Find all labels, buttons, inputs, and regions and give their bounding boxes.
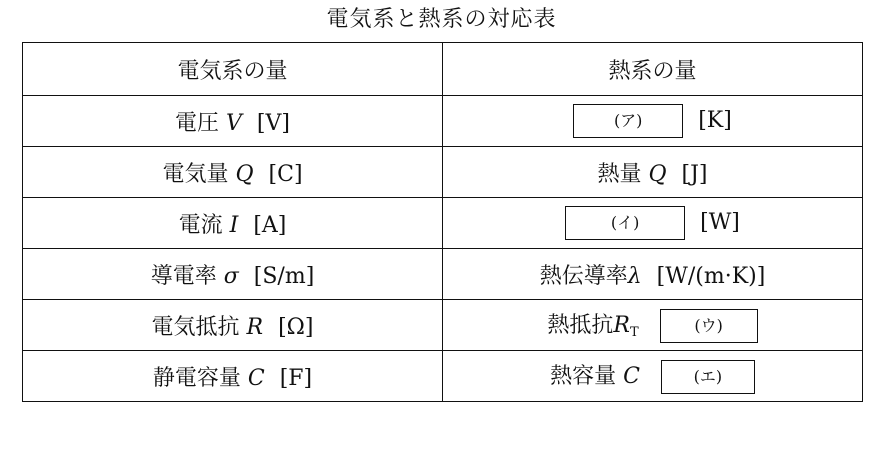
- quantity-symbol: R: [246, 314, 264, 340]
- quantity-unit: [V]: [256, 110, 290, 136]
- quantity-name: 静電容量: [152, 365, 241, 391]
- thermal-cell: [443, 351, 863, 402]
- thermal-cell: [443, 300, 863, 351]
- electric-cell: [23, 249, 443, 300]
- thermal-cell: [443, 147, 863, 198]
- thermal-cell: [443, 198, 863, 249]
- quantity-name: 電流: [178, 212, 223, 238]
- quantity-symbol: λ: [627, 263, 642, 289]
- quantity-symbol: V: [226, 110, 242, 136]
- quantity-symbol: C: [623, 363, 640, 389]
- quantity-name: 導電率: [150, 263, 217, 289]
- header-electric: 電気系の量: [23, 43, 443, 96]
- answer-blank-i: (イ): [565, 206, 685, 240]
- electric-cell: [23, 96, 443, 147]
- correspondence-table: [22, 42, 863, 402]
- thermal-cell: [443, 249, 863, 300]
- thermal-cell: [443, 96, 863, 147]
- answer-blank-u: (ウ): [660, 309, 758, 343]
- table-row: [23, 96, 863, 147]
- quantity-name: 電気量: [162, 161, 229, 187]
- quantity-unit: [J]: [681, 161, 708, 187]
- quantity-symbol: σ: [223, 263, 239, 289]
- table-title: 電気系と熱系の対応表: [326, 7, 557, 32]
- table-row: [23, 198, 863, 249]
- electric-cell: [23, 147, 443, 198]
- quantity-symbol: R: [613, 312, 630, 338]
- quantity-name: 電気抵抗: [151, 314, 240, 340]
- quantity-name: 熱量: [597, 161, 642, 187]
- quantity-subscript: T: [629, 324, 639, 340]
- electric-cell: [23, 300, 443, 351]
- quantity-name: 電圧: [175, 110, 220, 136]
- quantity-unit: [Ω]: [278, 314, 314, 340]
- electric-cell: [23, 198, 443, 249]
- quantity-unit: [A]: [253, 212, 287, 238]
- answer-blank-a: (ア): [573, 104, 683, 138]
- table-row: [23, 351, 863, 402]
- quantity-unit: [W/(m·K)]: [656, 263, 766, 289]
- header-row: [23, 43, 863, 96]
- quantity-symbol: C: [247, 365, 265, 391]
- table-row: [23, 147, 863, 198]
- quantity-symbol: Q: [648, 161, 667, 187]
- electric-cell: [23, 351, 443, 402]
- quantity-unit: [S/m]: [253, 263, 315, 289]
- quantity-unit: [K]: [698, 108, 732, 133]
- table-row: [23, 249, 863, 300]
- quantity-name: 熱容量: [550, 363, 617, 389]
- quantity-symbol: Q: [235, 161, 254, 187]
- quantity-unit: [W]: [700, 210, 740, 235]
- answer-blank-e: (エ): [661, 360, 755, 394]
- table-row: [23, 300, 863, 351]
- quantity-symbol: I: [229, 212, 239, 238]
- quantity-name: 熱抵抗: [547, 312, 614, 338]
- header-thermal: 熱系の量: [443, 43, 863, 96]
- quantity-unit: [F]: [279, 365, 313, 391]
- quantity-name: 熱伝導率: [539, 263, 628, 289]
- quantity-unit: [C]: [268, 161, 303, 187]
